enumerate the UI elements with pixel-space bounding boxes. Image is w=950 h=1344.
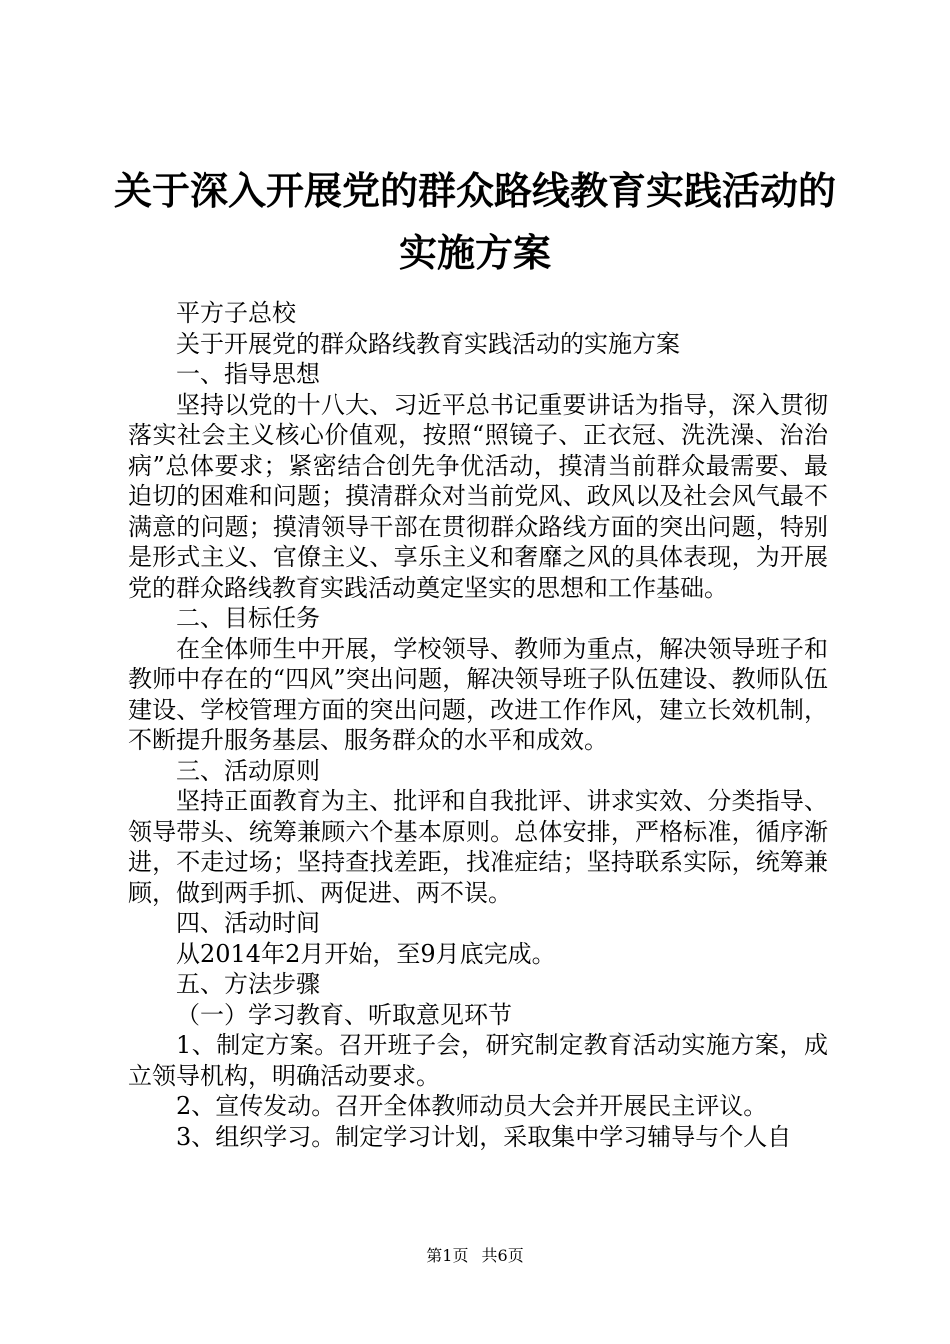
paragraph-principles: 坚持正面教育为主、批评和自我批评、讲求实效、分类指导、领导带头、统筹兼顾六个基本原则。总体安排，严格标准，循序渐进，不走过场；坚持查找差距，找准症结；坚持联系实际，统筹兼顾，做到两手抓、两促进、两不误。: [128, 787, 828, 907]
paragraph-goals: 在全体师生中开展，学校领导、教师为重点，解决领导班子和教师中存在的“四风”突出问题，解决领导班子队伍建设、教师队伍建设、学校管理方面的突出问题，改进工作作风，建立长效机制，不断提升服务基层、服务群众的水平和成效。: [128, 634, 828, 754]
plan-subtitle: 关于开展党的群众路线教育实践活动的实施方案: [176, 329, 680, 358]
section-heading-methods: 五、方法步骤: [176, 970, 320, 998]
subsection-heading-study: （一）学习教育、听取意见环节: [176, 1000, 512, 1029]
document-body: [128, 298, 828, 1152]
page-footer: [0, 1243, 950, 1266]
school-name: 平方子总校: [176, 299, 296, 327]
list-item-mobilize: 2、宣传发动。召开全体教师动员大会并开展民主评议。: [176, 1092, 768, 1120]
section-heading-goals: 二、目标任务: [176, 604, 320, 632]
section-heading-guiding-ideology: 一、指导思想: [176, 360, 320, 388]
page-number: 第1页: [426, 1246, 469, 1265]
paragraph-schedule: 从2014年2月开始，至9月底完成。: [176, 939, 556, 968]
page-total: 共6页: [481, 1246, 524, 1265]
section-heading-principles: 三、活动原则: [176, 756, 320, 785]
list-item-plan: 1、制定方案。召开班子会，研究制定教育活动实施方案，成立领导机构，明确活动要求。: [128, 1031, 828, 1090]
paragraph-guiding-ideology: 坚持以党的十八大、习近平总书记重要讲话为指导，深入贯彻落实社会主义核心价值观，按照“照镜子、正衣冠、洗洗澡、治治病”总体要求；紧密结合创先争优活动，摸清当前群众最需要、最迫切的困难和问题；摸清群众对当前党风、政风以及社会风气最不满意的问题；摸清领导干部在贯彻群众路线方面的突出问题，特别是形式主义、官僚主义、享乐主义和奢靡之风的具体表现，为开展党的群众路线教育实践活动奠定坚实的思想和工作基础。: [128, 390, 828, 602]
list-item-study: 3、组织学习。制定学习计划，采取集中学习辅导与个人自: [176, 1122, 792, 1151]
section-heading-schedule: 四、活动时间: [176, 909, 320, 937]
document-title: 关于深入开展党的群众路线教育实践活动的实施方案: [113, 168, 836, 275]
